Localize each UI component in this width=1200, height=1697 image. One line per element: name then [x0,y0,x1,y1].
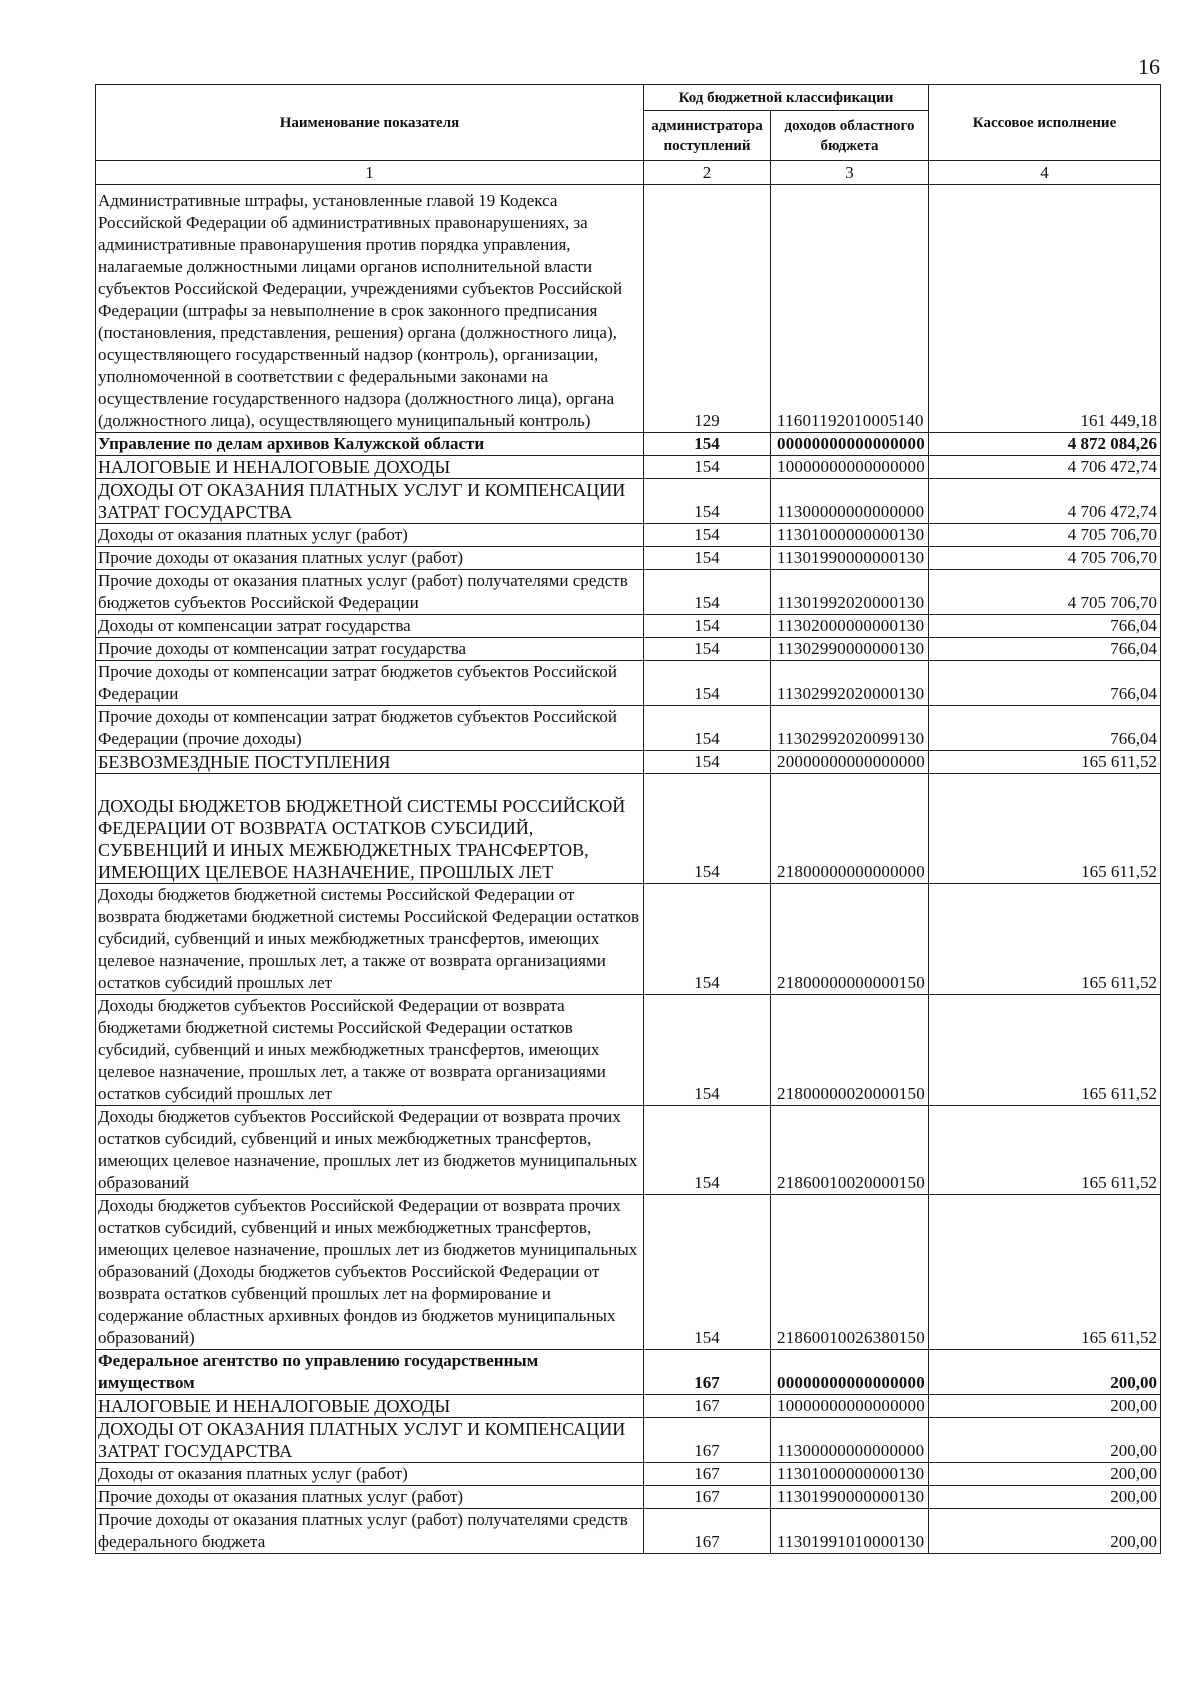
row-income-code: 11301000000000130 [771,1463,929,1486]
row-amount: 766,04 [929,638,1161,661]
col-number-2: 2 [644,161,771,185]
row-name: Прочие доходы от компенсации затрат бюджетов субъектов Российской Федерации [96,661,644,706]
table-row [96,456,1161,479]
table-row [96,638,1161,661]
row-income-code: 21800000000000000 [771,774,929,884]
row-name: Доходы бюджетов субъектов Российской Федерации от возврата прочих остатков субсидий, субвенций и иных межбюджетных трансфертов, имеющих целевое назначение, прошлых лет из бюджетов муниципальных образований [96,1106,644,1195]
table-row [96,706,1161,751]
row-name: ДОХОДЫ ОТ ОКАЗАНИЯ ПЛАТНЫХ УСЛУГ И КОМПЕНСАЦИИ ЗАТРАТ ГОСУДАРСТВА [96,479,644,524]
row-admin-code: 154 [644,884,771,995]
row-name: НАЛОГОВЫЕ И НЕНАЛОГОВЫЕ ДОХОДЫ [96,1395,644,1418]
row-admin-code: 167 [644,1395,771,1418]
table-row [96,433,1161,456]
row-income-code: 11301990000000130 [771,547,929,570]
row-income-code: 20000000000000000 [771,751,929,774]
table-row [96,185,1161,433]
row-amount: 165 611,52 [929,751,1161,774]
row-income-code: 11301992020000130 [771,570,929,615]
row-income-code: 00000000000000000 [771,433,929,456]
row-name: Прочие доходы от оказания платных услуг (работ) [96,547,644,570]
header-classification-group: Код бюджетной классификации [644,85,929,111]
table-row [96,1509,1161,1554]
table-row [96,479,1161,524]
header-admin: администратора поступлений [644,111,771,161]
table-row [96,1195,1161,1350]
row-name: БЕЗВОЗМЕЗДНЫЕ ПОСТУПЛЕНИЯ [96,751,644,774]
table-row [96,774,1161,884]
table-row [96,1395,1161,1418]
row-amount: 165 611,52 [929,884,1161,995]
table-row [96,1486,1161,1509]
row-name: Управление по делам архивов Калужской области [96,433,644,456]
row-admin-code: 167 [644,1509,771,1554]
row-admin-code: 154 [644,1195,771,1350]
row-income-code: 11301990000000130 [771,1486,929,1509]
table-row [96,1418,1161,1463]
table-row [96,751,1161,774]
row-name: Доходы бюджетов субъектов Российской Федерации от возврата бюджетами бюджетной системы Российской Федерации остатков субсидий, субвенций и иных межбюджетных трансфертов, имеющих целевое назначение, прошлых лет, а также от возврата организациями остатков субсидий прошлых лет [96,995,644,1106]
table-row [96,547,1161,570]
row-name: ДОХОДЫ ОТ ОКАЗАНИЯ ПЛАТНЫХ УСЛУГ И КОМПЕНСАЦИИ ЗАТРАТ ГОСУДАРСТВА [96,1418,644,1463]
row-name: Доходы от компенсации затрат государства [96,615,644,638]
row-name: Прочие доходы от компенсации затрат бюджетов субъектов Российской Федерации (прочие доходы) [96,706,644,751]
table-row [96,1463,1161,1486]
table-row [96,1350,1161,1395]
header-amount: Кассовое исполнение [929,85,1161,161]
row-amount: 200,00 [929,1395,1161,1418]
table-body [96,185,1161,1554]
row-name: Прочие доходы от компенсации затрат государства [96,638,644,661]
row-income-code: 21800000020000150 [771,995,929,1106]
row-admin-code: 154 [644,547,771,570]
row-amount: 4 705 706,70 [929,524,1161,547]
row-income-code: 10000000000000000 [771,1395,929,1418]
col-number-3: 3 [771,161,929,185]
row-income-code: 11300000000000000 [771,479,929,524]
row-name: Федеральное агентство по управлению государственным имуществом [96,1350,644,1395]
row-admin-code: 154 [644,615,771,638]
row-income-code: 11302992020099130 [771,706,929,751]
row-admin-code: 154 [644,706,771,751]
header-name: Наименование показателя [96,85,644,161]
row-amount: 165 611,52 [929,995,1161,1106]
row-amount: 200,00 [929,1509,1161,1554]
table-row [96,570,1161,615]
row-name: Доходы от оказания платных услуг (работ) [96,1463,644,1486]
table-row [96,661,1161,706]
row-income-code: 21860010026380150 [771,1195,929,1350]
row-amount: 766,04 [929,706,1161,751]
row-amount: 161 449,18 [929,185,1161,433]
table-row [96,884,1161,995]
row-name: Доходы бюджетов бюджетной системы Российской Федерации от возврата бюджетами бюджетной системы Российской Федерации остатков субсидий, субвенций и иных межбюджетных трансфертов, имеющих целевое назначение, прошлых лет, а также от возврата организациями остатков субсидий прошлых лет [96,884,644,995]
row-amount: 165 611,52 [929,1106,1161,1195]
row-admin-code: 154 [644,995,771,1106]
row-income-code: 11302992020000130 [771,661,929,706]
row-admin-code: 167 [644,1486,771,1509]
row-admin-code: 154 [644,524,771,547]
row-income-code: 11601192010005140 [771,185,929,433]
row-admin-code: 154 [644,1106,771,1195]
row-amount: 4 706 472,74 [929,456,1161,479]
row-amount: 165 611,52 [929,1195,1161,1350]
row-amount: 200,00 [929,1418,1161,1463]
table-row [96,524,1161,547]
table-row [96,995,1161,1106]
row-income-code: 11300000000000000 [771,1418,929,1463]
row-name: Прочие доходы от оказания платных услуг (работ) получателями средств федерального бюджета [96,1509,644,1554]
row-amount: 4 872 084,26 [929,433,1161,456]
row-income-code: 10000000000000000 [771,456,929,479]
row-name: Административные штрафы, установленные главой 19 Кодекса Российской Федерации об административных правонарушениях, за административные правонарушения против порядка управления, налагаемые должностными лицами органов исполнительной власти субъектов Российской Федерации, учреждениями субъектов Российской Федерации (штрафы за невыполнение в срок законного предписания (постановления, представления, решения) органа (должностного лица), осуществляющего государственный надзор (контроль), организации, уполномоченной в соответствии с федеральными законами на осуществление государственного надзора (должностного лица), органа (должностного лица), осуществляющего муниципальный контроль) [96,185,644,433]
row-amount: 4 705 706,70 [929,547,1161,570]
row-admin-code: 154 [644,661,771,706]
row-name: ДОХОДЫ БЮДЖЕТОВ БЮДЖЕТНОЙ СИСТЕМЫ РОССИЙСКОЙ ФЕДЕРАЦИИ ОТ ВОЗВРАТА ОСТАТКОВ СУБСИДИЙ, СУБВЕНЦИЙ И ИНЫХ МЕЖБЮДЖЕТНЫХ ТРАНСФЕРТОВ, ИМЕЮЩИХ ЦЕЛЕВОЕ НАЗНАЧЕНИЕ, ПРОШЛЫХ ЛЕТ [96,774,644,884]
row-amount: 4 706 472,74 [929,479,1161,524]
row-admin-code: 154 [644,774,771,884]
row-admin-code: 154 [644,456,771,479]
row-amount: 766,04 [929,615,1161,638]
row-admin-code: 154 [644,433,771,456]
row-income-code: 00000000000000000 [771,1350,929,1395]
row-admin-code: 167 [644,1350,771,1395]
row-income-code: 11301000000000130 [771,524,929,547]
row-income-code: 11302990000000130 [771,638,929,661]
row-amount: 200,00 [929,1350,1161,1395]
row-amount: 200,00 [929,1463,1161,1486]
row-name: Прочие доходы от оказания платных услуг (работ) [96,1486,644,1509]
row-amount: 200,00 [929,1486,1161,1509]
row-admin-code: 154 [644,479,771,524]
row-name: Доходы бюджетов субъектов Российской Федерации от возврата прочих остатков субсидий, субвенций и иных межбюджетных трансфертов, имеющих целевое назначение, прошлых лет из бюджетов муниципальных образований (Доходы бюджетов субъектов Российской Федерации от возврата остатков субвенций прошлых лет на формирование и содержание областных архивных фондов из бюджетов муниципальных образований) [96,1195,644,1350]
row-admin-code: 129 [644,185,771,433]
row-amount: 4 705 706,70 [929,570,1161,615]
row-admin-code: 154 [644,570,771,615]
table-row [96,615,1161,638]
row-name: Прочие доходы от оказания платных услуг (работ) получателями средств бюджетов субъектов Российской Федерации [96,570,644,615]
table-row [96,1106,1161,1195]
revenue-table [95,84,1161,1554]
row-name: Доходы от оказания платных услуг (работ) [96,524,644,547]
col-number-4: 4 [929,161,1161,185]
row-amount: 165 611,52 [929,774,1161,884]
row-income-code: 11302000000000130 [771,615,929,638]
header-income: доходов областного бюджета [771,111,929,161]
row-name: НАЛОГОВЫЕ И НЕНАЛОГОВЫЕ ДОХОДЫ [96,456,644,479]
row-income-code: 11301991010000130 [771,1509,929,1554]
col-number-1: 1 [96,161,644,185]
row-admin-code: 167 [644,1463,771,1486]
row-amount: 766,04 [929,661,1161,706]
row-admin-code: 167 [644,1418,771,1463]
row-income-code: 21860010020000150 [771,1106,929,1195]
row-admin-code: 154 [644,638,771,661]
row-income-code: 21800000000000150 [771,884,929,995]
row-admin-code: 154 [644,751,771,774]
page-number: 16 [1138,54,1160,79]
